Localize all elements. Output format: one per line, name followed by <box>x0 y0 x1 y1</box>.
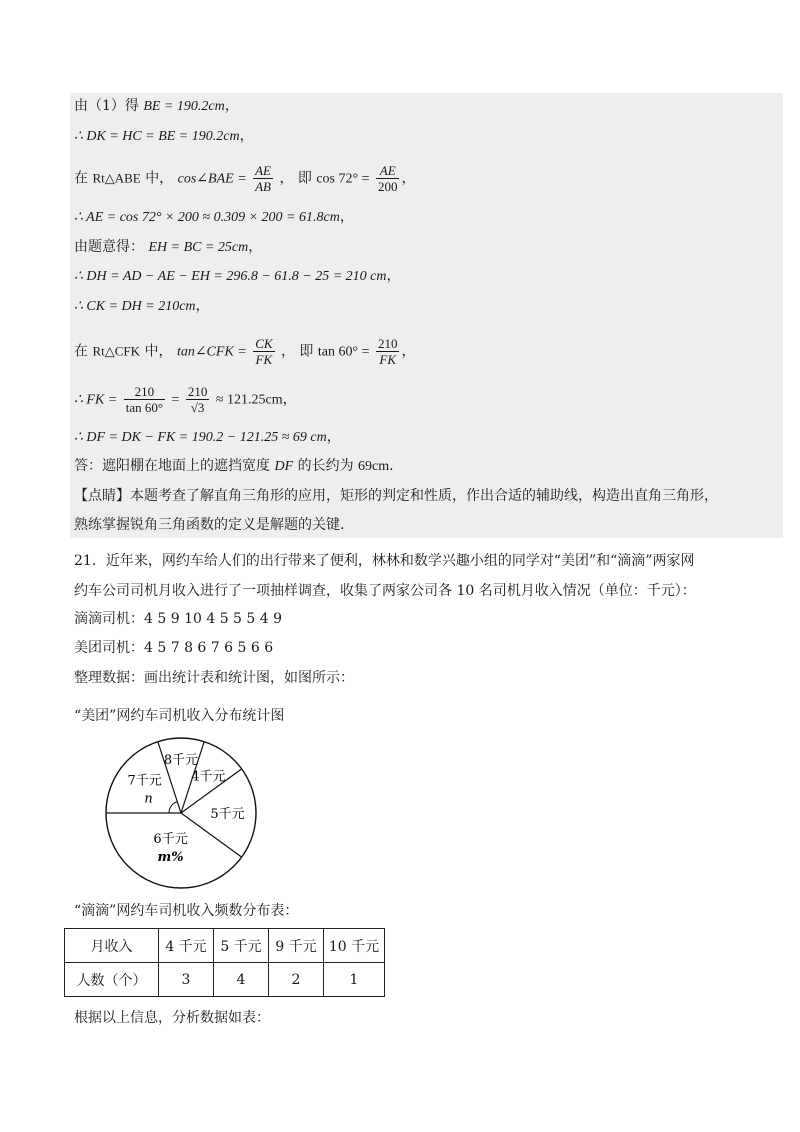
solution-line-2: ∴ DK = HC = BE = 190.2cm， <box>74 128 254 144</box>
pie-slice-label: 8千元 <box>163 753 199 768</box>
solution-line-8: 在 Rt△CFK 中， tan∠CFK = $\frac{CK}{FK}$ ， 即 tan 60° = $\frac{210}{FK}$ ， <box>74 336 416 367</box>
solution-line-10: ∴ DF = DK − FK = 190.2 − 121.25 ≈ 69 cm， <box>74 429 341 445</box>
table-row <box>65 963 385 997</box>
table-cell: 1 <box>324 963 385 997</box>
didi-data: 滴滴司机：4 5 9 10 4 5 5 5 4 9 <box>74 611 283 627</box>
fraction: $\frac{210}{\tan 60^\circ}$ <box>125 384 164 415</box>
table-header-cell: 10 千元 <box>324 929 385 963</box>
solution-line-7: ∴ CK = DH = 210cm， <box>74 298 210 314</box>
frequency-table <box>64 928 385 997</box>
after-table-text: 根据以上信息，分析数据如表： <box>74 1010 270 1026</box>
text: 由题意得： <box>74 239 144 255</box>
table-header-cell: 4 千元 <box>159 929 214 963</box>
organize-text: 整理数据：画出统计表和统计图，如图所示： <box>74 670 354 686</box>
pie-chart-title: “美团”网约车司机收入分布统计图 <box>74 708 285 724</box>
solution-line-1: 由（1）得 BE = 190.2cm， <box>74 98 239 114</box>
pie-slice-label: 4千元 <box>191 769 226 785</box>
fraction: $\frac{CK}{FK}$ <box>255 336 273 367</box>
solution-line-5: 由题意得： EH = BC = 25cm， <box>74 239 263 255</box>
math: ∴ FK = <box>74 392 118 408</box>
comment-line-1: 【点睛】本题考查了解直角三角形的应用，矩形的判定和性质，作出合适的辅助线，构造出直角三角形， <box>74 488 718 504</box>
math: Rt△ABE <box>92 170 141 186</box>
comment-line-2: 熟练掌握锐角三角函数的定义是解题的关键. <box>74 517 345 533</box>
text: 在 <box>74 343 88 360</box>
solution-line-6: ∴ DH = AD − AE − EH = 296.8 − 61.8 − 25 = 210 cm， <box>74 268 401 284</box>
math: ∴ DH = AD − AE − EH = 296.8 − 61.8 − 25 = 210 cm <box>74 269 387 284</box>
table-cell: 人数（个） <box>65 963 159 997</box>
text: 答：遮阳棚在地面上的遮挡宽度 <box>74 458 270 474</box>
text: 中， <box>144 343 173 360</box>
math: = <box>171 392 180 408</box>
math: BE = 190.2cm <box>143 99 225 114</box>
solution-line-4: ∴ AE = cos 72° × 200 ≈ 0.309 × 200 = 61.8cm， <box>74 209 354 225</box>
text: 在 <box>74 170 88 187</box>
table-header-cell: 9 千元 <box>269 929 324 963</box>
fraction: $\frac{210}{√3}$ <box>187 384 208 415</box>
math: DF <box>274 459 294 474</box>
text: . <box>389 458 394 474</box>
table-cell: 3 <box>159 963 214 997</box>
pie-slice-label: 7千元 <box>127 773 162 789</box>
pie-slice-annotation: n <box>144 791 153 807</box>
math: cos 72° = <box>316 171 370 187</box>
text: 的长约为 <box>297 458 354 474</box>
solution-line-9: ∴ FK = $\frac{210}{\tan 60^\circ}$ = $\frac{210}{√3}$ ≈ 121.25cm， <box>74 384 297 415</box>
pie-slice-annotation: m% <box>157 850 184 866</box>
text: 由（1）得 <box>74 98 139 114</box>
solution-line-3: 在 Rt△ABE 中， cos∠BAE = $\frac{AE}{AB}$ ， 即 cos 72° = $\frac{AE}{200}$ ， <box>74 163 416 194</box>
math: ∴ CK = DH = 210cm <box>74 299 196 314</box>
answer-line <box>74 456 394 477</box>
table-header-row <box>65 929 385 963</box>
fraction: $\frac{210}{FK}$ <box>377 336 398 367</box>
text: ， 即 <box>279 170 312 187</box>
pie-chart <box>96 728 266 898</box>
math: ≈ 121.25cm <box>215 392 283 408</box>
math: cos∠BAE = <box>177 171 247 187</box>
math: ∴ DK = HC = BE = 190.2cm <box>74 129 240 144</box>
pie-slice-label: 5千元 <box>210 807 245 822</box>
question-paragraph-2: 约车公司司机月收入进行了一项抽样调查，收集了两家公司各 10 名司机月收入情况（单位：千元）： <box>74 583 696 599</box>
math: EH = BC = 25cm <box>148 240 249 255</box>
fraction: $\frac{AE}{200}$ <box>377 163 398 194</box>
pie-slice-label: 6千元 <box>153 832 188 848</box>
meituan-data: 美团司机：4 5 7 8 6 7 6 5 6 6 <box>74 640 274 656</box>
math: Rt△CFK <box>92 343 141 359</box>
math: tan 60° = <box>317 344 370 360</box>
text: ， 即 <box>280 343 314 360</box>
math: ∴ AE = cos 72° × 200 ≈ 0.309 × 200 = 61.8cm <box>74 210 340 225</box>
math: tan∠CFK = <box>176 344 247 360</box>
math: 69cm <box>358 459 390 474</box>
math: ∴ DF = DK − FK = 190.2 − 121.25 ≈ 69 cm <box>74 430 327 445</box>
table-cell: 2 <box>269 963 324 997</box>
table-title: “滴滴”网约车司机收入频数分布表： <box>74 903 299 919</box>
table-header-cell: 月收入 <box>65 929 159 963</box>
table-header-cell: 5 千元 <box>214 929 269 963</box>
fraction: $\frac{AE}{AB}$ <box>255 163 271 194</box>
table-cell: 4 <box>214 963 269 997</box>
text: 中， <box>145 170 174 187</box>
question-paragraph-1: 21．近年来，网约车给人们的出行带来了便利，林林和数学兴趣小组的同学对“美团”和“滴滴”两家网 <box>74 553 695 569</box>
